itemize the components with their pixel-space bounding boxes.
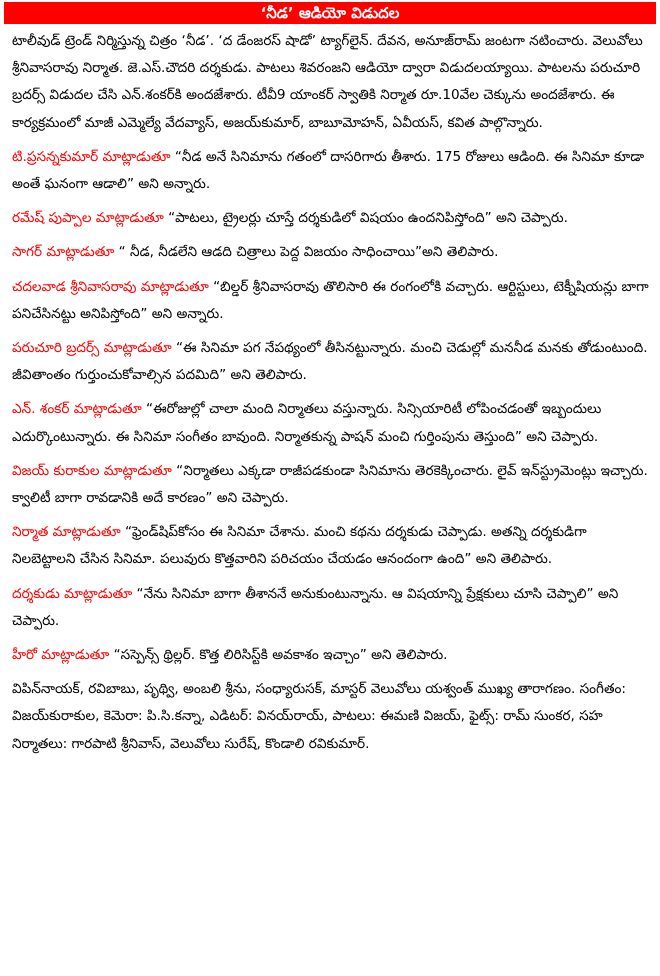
quote-paragraph (12, 519, 652, 573)
speaker-name: దర్శకుడు మాట్లాడుతూ (12, 585, 133, 602)
quote-paragraph (12, 458, 652, 512)
quote-paragraph (12, 205, 652, 232)
quote-text: “సస్పెన్స్ థ్రిల్లర్. కొత్త లిరిసిస్ట్‌కి అవకాశం ఇచ్చాం” అని తెలిపారు. (109, 647, 448, 664)
speaker-name: చదలవాడ శ్రీనివాసరావు మాట్లాడుతూ (12, 278, 209, 295)
speaker-name: పరుచూరి బ్రదర్స్ మాట్లాడుతూ (12, 340, 172, 357)
quote-text: “ఈరోజుల్లో చాలా మంది నిర్మాతలు వస్తున్నారు. సిన్సియారిటీ లోపించడంతో ఇబ్బందులు ఎదుర్కొంటున్నారు. ఈ సినిమా సంగీతం బావుంది. నిర్మాతకున్న పాషన్ మంచి గుర్తింపును తెస్తుంది” అని చెప్పారు. (12, 401, 602, 445)
quote-text: “బిల్డర్ శ్రీనివాసరావు తొలిసారి ఈ రంగంలోకి వచ్చారు. ఆర్టిస్టులు, టెక్నీషియన్లు బాగా పనిచేసినట్టు అనిపిస్తోంది” అని అన్నారు. (12, 278, 649, 322)
quote-text: “ఈ సినిమా పగ నేపథ్యంలో తీసినట్టున్నారు. మంచి చెడుల్లో మననీడ మనకు తోడుంటుంది. జీవితాంతం గుర్తుంచుకోవాల్సిన పదమిది” అని తెలిపారు. (12, 340, 648, 384)
quote-text: “నీడ అనే సినిమాను గతంలో దాసరిగారు తీశారు. 175 రోజులు ఆడింది. ఈ సినిమా కూడా అంతే ఘనంగా ఆడాలి” అని అన్నారు. (12, 148, 645, 193)
speaker-name: ఎన్. శంకర్ మాట్లాడుతూ (12, 401, 142, 418)
speaker-name: హీరో మాట్లాడుతూ (12, 647, 110, 664)
quote-text: “ఫ్రెండ్‌షిప్‌కోసం ఈ సినిమా చేశాను. మంచి కథను దర్శకుడు చెప్పాడు. అతన్ని దర్శకుడిగా నిలబెట్టాలని చేసిన సినిమా. పలువురు కొత్తవారిని పరిచయం చేయడం ఆనందంగా ఉంది” అని తెలిపారు. (12, 524, 587, 568)
intro-paragraph: టాలీవుడ్ ట్రెండ్ నిర్మిస్తున్న చిత్రం ‘నీడ’. ‘ద డేంజరస్ షాడో’ ట్యాగ్‌లైన్. దేవన, అనూజ్‌రామ్ జంటగా నటించారు. వెలువోలు శ్రీనివాసరావు నిర్మాత. జె.ఎస్.చౌదరి దర్శకుడు. పాటలు శివరంజని ఆడియో ద్వారా విడుదలయ్యాయి. పాటలను పరుచూరి బ్రదర్స్ విడుదల చేసి ఎన్.శంకర్‌కి అందజేశారు. టీవీ9 యాంకర్ స్వాతికి నిర్మాత రూ.10వేల చెక్కును అందజేశారు. ఈ కార్యక్రమంలో మాజీ ఎమ్మెల్యే వేదవ్యాస్, అజయ్‌కుమార్, బాబూమోహన్, ఏవీయస్, కవిత పాల్గొన్నారు. (12, 33, 643, 131)
quote-paragraph (12, 396, 652, 450)
quote-text: “నిర్మాతలు ఎక్కడా రాజీపడకుండా సినిమాను తెరకెక్కించారు. లైవ్ ఇన్‌స్ట్రుమెంట్లు ఇచ్చారు. క్వాలిటీ బాగా రావడానికి అదే కారణం” అని చెప్పారు. (12, 462, 648, 507)
article-title: ‘నీడ’ ఆడియో విడుదల (4, 2, 656, 24)
speaker-name: విజయ్ కురాకుల మాట్లాడుతూ (12, 462, 172, 479)
quote-text: “పాటలు, ట్రైలర్లు చూస్తే దర్శకుడిలో విషయం ఉందనిపిస్తోంది” అని చెప్పారు. (163, 210, 568, 227)
quote-paragraph (12, 144, 652, 198)
speaker-name: రమేష్ పుప్పాల మాట్లాడుతూ (12, 210, 164, 227)
quote-paragraph (12, 642, 652, 669)
speaker-name: టి.ప్రసన్నకుమార్ మాట్లాడుతూ (12, 148, 171, 165)
quote-text: “ నీడ, నీడలేని ఆడది చిత్రాలు పెద్ద విజయం సాధించాయి”అని తెలిపారు. (114, 244, 499, 261)
quote-text: “నేను సినిమా బాగా తీశాననే అనుకుంటున్నాను. ఆ విషయాన్ని ప్రేక్షకులు చూసి చెప్పాలి” అని చెప్పారు. (12, 585, 619, 629)
quote-paragraph (12, 239, 652, 266)
quote-paragraph (12, 274, 652, 328)
speaker-name: నిర్మాత మాట్లాడుతూ (12, 524, 121, 541)
speaker-name: సాగర్ మాట్లాడుతూ (12, 244, 115, 261)
quote-paragraph (12, 335, 652, 389)
quote-paragraph (12, 581, 652, 635)
credits-paragraph: విపిన్‌నాయక్, రవిబాబు, పృథ్వి, అంబలి శ్రీను, సంధ్యారుసక్, మాస్టర్ వెలువోలు యశ్వంత్ ముఖ్య తారాగణం. సంగీతం: విజయ్‌కురాకుల, కెమెరా: పి.సి.కన్నా, ఎడిటర్: వినయ్‌రాయ్, పాటలు: ఈమణి విజయ్, ఫైట్స్: రామ్ సుంకర, సహ నిర్మాతలు: గారపాటి శ్రీనివాస్, వెలువోలు సురేష్, కొండాలి రవికుమార్. (12, 681, 627, 752)
